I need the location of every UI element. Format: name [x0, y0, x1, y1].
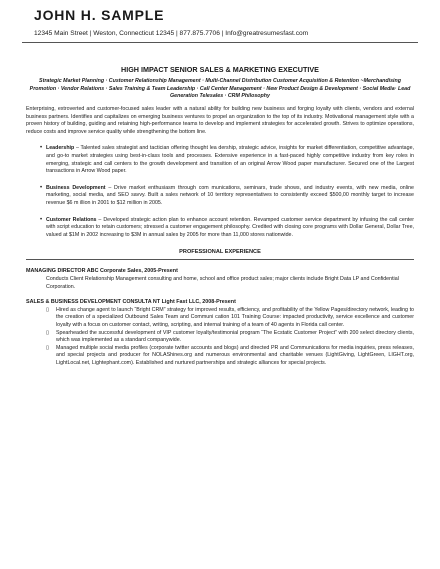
highlight-text: – Developed strategic action plan to enhance account retention. Revamped customer service department by infusing the call center with script education to retain customers; stressed a customer engagement philosophy. Credited with closing core programs with Dollar General, Dollar Tree, valued at $1M in 2002 increasing to $3M in annual sales by 2005 for more than 11,000 stores nationwide.: [46, 216, 414, 238]
professional-summary: Enterprising, extroverted and customer-focused sales leader with a natural ability for building new business and forging loyalty with clients, vendors and external business partners. Identifies and capitalizes on emerging business ventures to propel an organization to the top of its industry. Motivational management style with a proven history of building, guiding and retaining high-performance teams to develop and implement strategies for accelerated growth. Strives to optimize operations, reduce costs and improve service quality while strengthening the bottom line.: [26, 106, 414, 135]
highlight-label: Leadership: [46, 145, 75, 152]
checkbox-marker-icon: ▯: [46, 329, 49, 336]
achievement-item: [46, 307, 414, 330]
achievement-text: Spearheaded the successful development of VIP customer loyalty/testimonial program “The Ecstatic Customer Project” with 200 select directory clients, which was implemented as a standard companywide.: [56, 329, 414, 344]
experience-section-title: PROFESSIONAL EXPERIENCE: [179, 249, 261, 256]
highlight-text: – Drive market enthusiasm through com munications, seminars, trade shows, and industry events, with new media, online marketing, social media, and SEO savvy. Built a sales network of 10 territory representatives to consistently exceed $500,00 monthly target to increase revenue $6 m illion in 2001 to $12 million in 2005.: [46, 184, 414, 207]
bullet-icon: •: [40, 184, 43, 191]
highlight-item: [40, 145, 414, 175]
checkbox-marker-icon: ▯: [46, 306, 49, 313]
core-competencies: Strategic Market Planning · Customer Relationship Management · Multi-Channel Distribution Customer Acquisition & Retention ~Merchandising Promotion · Vendor Relations · Sales Training & Team Leadership · Call Center Management · New Product Design & Development · Social Media· Lead Generation Telesales · CRM Philosophy: [29, 78, 411, 100]
achievement-text: Managed multiple social media profiles (corporate twitter accounts and blogs) and directed PR and Communications for media inquiries, press releases, and special projects and producer for NOLAShines.org and numerous environmental and charitable venues (LightGiving, LightGreen, LIGHT.org, LightLocal.net, Lightephant.com). Established and nurtured partnerships and strategic alliances for special projects.: [56, 344, 414, 366]
job-description: Conducts Client Relationship Management consulting and home, school and office product sales; major clients include Bright Data LP and Confidential Corporation.: [46, 276, 399, 290]
achievement-text: Hired as change agent to launch “Bright CRM” strategy for improved results, efficiency, and profitability of the Yellow Pages/directory network, leading to the creation of a specialized Outbound Sales Team and Communi cation 101 Training Course: impacted productivity, service excellence and customer loyalty with a focus on customer contact, writing, scripting, and internal training of a team of 40 agents in Florida call center.: [56, 306, 414, 328]
job-title: SALES & BUSINESS DEVELOPMENT CONSULTA NT Light Fast LLC, 2008-Present: [26, 299, 236, 306]
header-divider: [22, 42, 418, 43]
contact-line: 12345 Main Street | Weston, Connecticut 12345 | 877.875.7706 | Info@greatresumesfast.com: [34, 30, 309, 37]
job-entry: [26, 268, 414, 291]
highlight-label: Customer Relations: [46, 216, 97, 223]
highlight-text: – Talented sales strategist and tactician offering thought lea dership, strategic advice, insights for market differentiation, competitive advantage, and go-to market strategies using best-in-class tools and processes. Extensive experience in a fast-paced highly competitive industry from key roles in emerging, strategic and call centers to the growth development and transition of an original Arrow Wood paper manufacturer. Secured one of the Largest transactions in Arrow Wood paper.: [46, 145, 414, 175]
highlight-item: [40, 216, 414, 240]
job-achievements: [26, 307, 414, 368]
professional-headline: HIGH IMPACT SENIOR SALES & MARKETING EXECUTIVE: [121, 65, 319, 74]
candidate-name: JOHN H. SAMPLE: [34, 7, 165, 23]
job-entry: [26, 299, 414, 367]
highlight-item: [40, 184, 414, 208]
achievement-item: [46, 345, 414, 368]
bullet-icon: •: [40, 145, 43, 152]
achievement-item: [46, 330, 414, 345]
checkbox-marker-icon: ▯: [46, 344, 49, 351]
highlights-list: [26, 145, 414, 239]
job-title: MANAGING DIRECTOR ABC Corporate Sales, 2005-Present: [26, 268, 178, 275]
experience-divider: [26, 259, 414, 260]
bullet-icon: •: [40, 216, 43, 223]
highlight-label: Business Development: [46, 184, 106, 191]
resume-header: [26, 0, 414, 43]
